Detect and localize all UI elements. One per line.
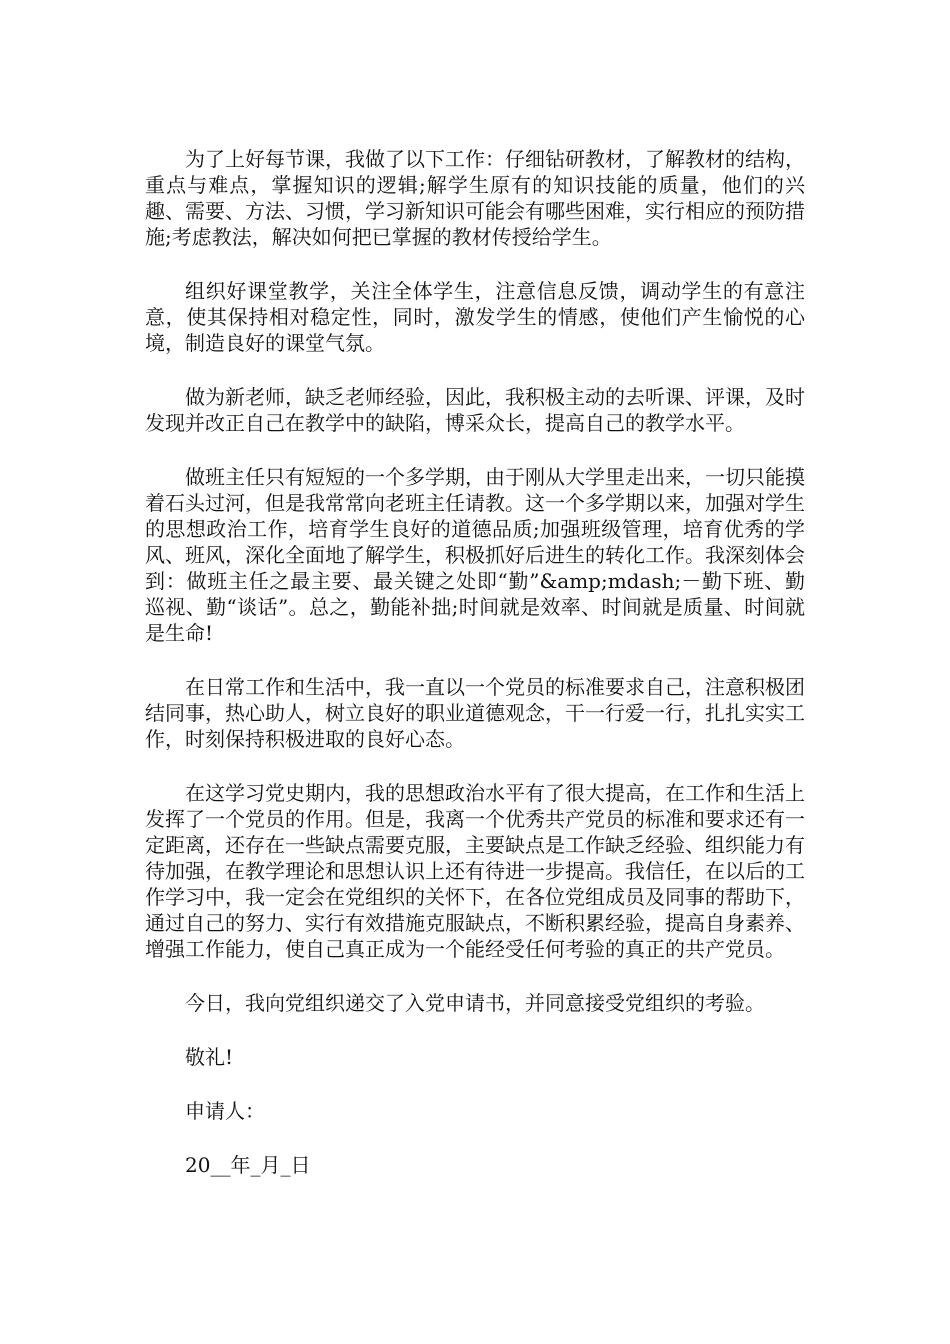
paragraph-class-teacher: 做班主任只有短短的一个多学期，由于刚从大学里走出来，一切只能摸着石头过河，但是我常常向老班主任请教。这一个多学期以来，加强对学生的思想政治工作，培育学生良好的道德品质;加强班级管理，培育优秀的学风、班风，深化全面地了解学生，积极抓好后进生的转化工作。我深刻体会到：做班主任之最主要、最关键之处即“勤”&amp;mdash;－勤下班、勤巡视、勤“谈话”。总之，勤能补拙;时间就是效率、时间就是质量、时间就是生命! [145,465,805,645]
paragraph-new-teacher: 做为新老师，缺乏老师经验，因此，我积极主动的去听课、评课，及时发现并改正自己在教学中的缺陷，博采众长，提高自己的教学水平。 [145,385,805,435]
document-body [145,146,805,1206]
paragraph-classroom-teaching: 组织好课堂教学，关注全体学生，注意信息反馈，调动学生的有意注意，使其保持相对稳定性，同时，激发学生的情感，使他们产生愉悦的心境，制造良好的课堂气氛。 [145,279,805,355]
closing-salutation: 敬礼! [185,1045,234,1069]
paragraph-lesson-prep: 为了上好每节课，我做了以下工作：仔细钻研教材，了解教材的结构，重点与难点，掌握知识的逻辑;解学生原有的知识技能的质量，他们的兴趣、需要、方法、习惯，学习新知识可能会有哪些困难，实行相应的预防措施;考虑教法，解决如何把已掌握的教材传授给学生。 [145,147,805,249]
paragraph-party-history: 在这学习党史期内，我的思想政治水平有了很大提高，在工作和生活上发挥了一个党员的作用。但是，我离一个优秀共产党员的标准和要求还有一定距离，还存在一些缺点需要克服，主要缺点是工作缺乏经验、组织能力有待加强，在教学理论和思想认识上还有待进一步提高。我信任，在以后的工作学习中，我一定会在党组织的关怀下，在各位党组成员及同事的帮助下，通过自己的努力、实行有效措施克服缺点，不断积累经验，提高自身素养、增强工作能力，使自己真正成为一个能经受任何考验的真正的共产党员。 [145,781,805,961]
paragraph-daily-work: 在日常工作和生活中，我一直以一个党员的标准要求自己，注意积极团结同事，热心助人，树立良好的职业道德观念，干一行爱一行，扎扎实实工作，时刻保持积极进取的良好心态。 [145,675,805,751]
date-line: 20__年_月_日 [185,1153,311,1177]
applicant-label: 申请人： [185,1099,265,1123]
paragraph-application: 今日，我向党组织递交了入党申请书，并同意接受党组织的考验。 [185,991,765,1015]
